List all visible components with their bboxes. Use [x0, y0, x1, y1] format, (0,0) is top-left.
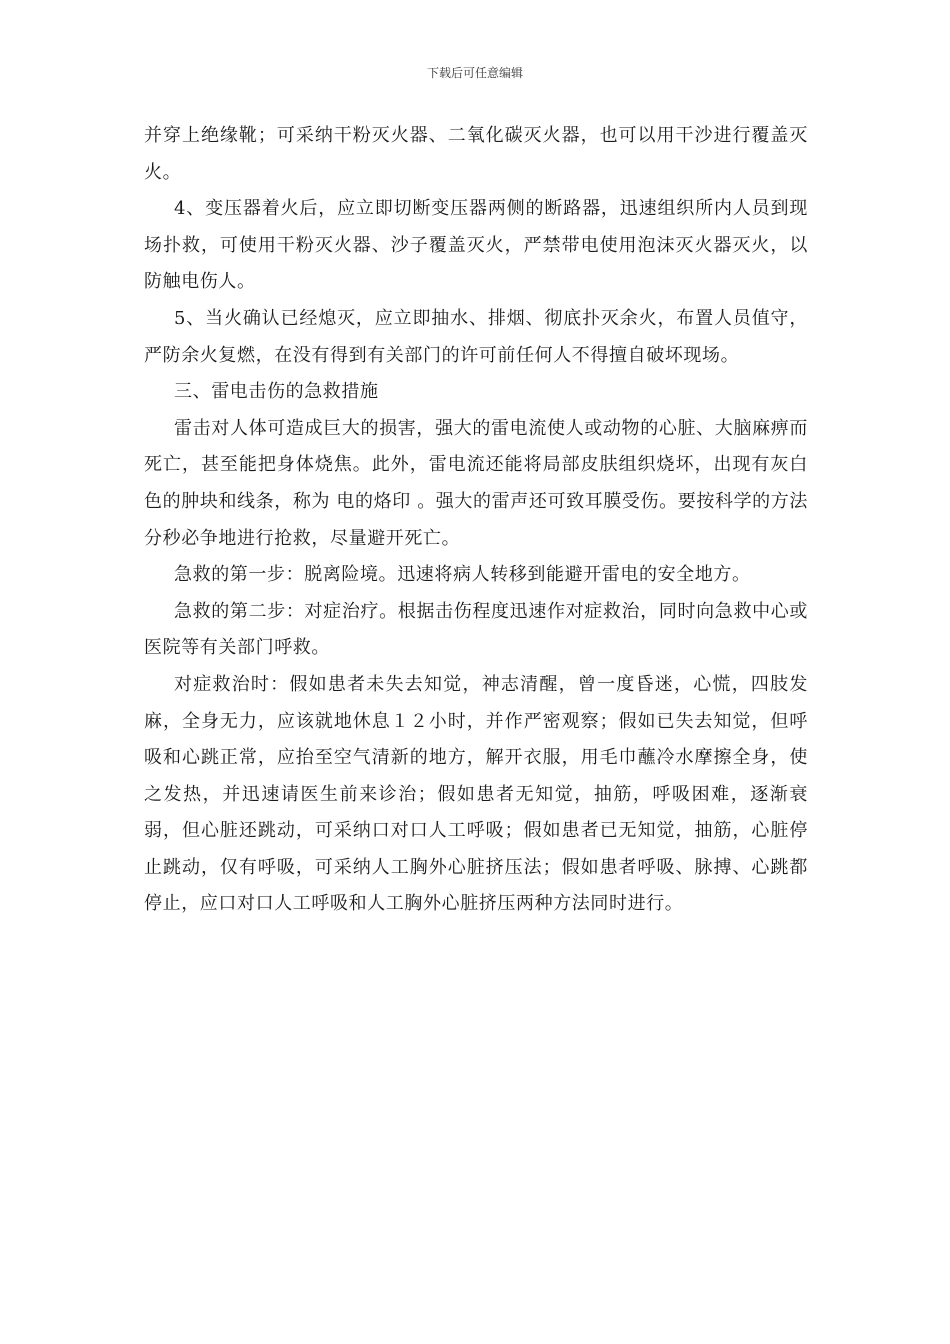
- document-body: [144, 118, 808, 923]
- section-heading-lightning: 三、雷电击伤的急救措施: [174, 381, 379, 403]
- paragraph-fire-extinguished: 5、当火确认已经熄灭，应立即抽水、排烟、彻底扑灭余火，布置人员值守，严防余火复燃，在没有得到有关部门的许可前任何人不得擅自破坏现场。: [144, 307, 808, 366]
- paragraph-symptomatic-treatment: 对症救治时：假如患者未失去知觉，神志清醒，曾一度昏迷，心慌，四肢发麻，全身无力，应该就地休息１２小时，并作严密观察；假如已失去知觉，但呼吸和心跳正常，应抬至空气清新的地方，解开衣服，用毛巾蘸冷水摩擦全身，使之发热，并迅速请医生前来诊治；假如患者无知觉，抽筋，呼吸困难，逐渐衰弱，但心脏还跳动，可采纳口对口人工呼吸；假如患者已无知觉，抽筋，心脏停止跳动，仅有呼吸，可采纳人工胸外心脏挤压法；假如患者呼吸、脉搏、心跳都停止，应口对口人工呼吸和人工胸外心脏挤压两种方法同时进行。: [144, 673, 808, 915]
- paragraph-first-aid-step-1: 急救的第一步：脱离险境。迅速将病人转移到能避开雷电的安全地方。: [174, 564, 751, 586]
- paragraph-insulating-boots: 并穿上绝缘靴；可采纳干粉灭火器、二氧化碳灭火器，也可以用干沙进行覆盖灭火。: [144, 125, 808, 183]
- paragraph-transformer-fire: 4、变压器着火后，应立即切断变压器两侧的断路器，迅速组织所内人员到现场扑救，可使用干粉灭火器、沙子覆盖灭火，严禁带电使用泡沫灭火器灭火，以防触电伤人。: [144, 198, 808, 293]
- paragraph-lightning-damage: 雷击对人体可造成巨大的损害，强大的雷电流使人或动物的心脏、大脑麻痹而死亡，甚至能把身体烧焦。此外，雷电流还能将局部皮肤组织烧坏，出现有灰白色的肿块和线条，称为 电的烙印 。强大的雷声还可致耳膜受伤。要按科学的方法分秒必争地进行抢救，尽量避开死亡。: [144, 417, 808, 549]
- page-header: 下载后可任意编辑: [426, 66, 523, 80]
- paragraph-first-aid-step-2: 急救的第二步：对症治疗。根据击伤程度迅速作对症救治，同时向急救中心或医院等有关部门呼救。: [144, 600, 808, 659]
